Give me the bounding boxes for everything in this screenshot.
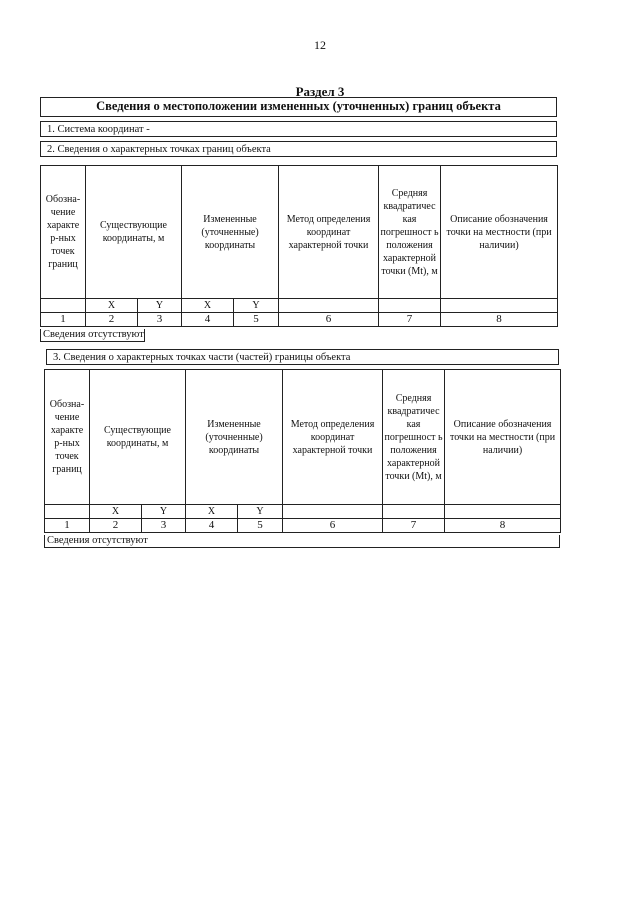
points-table-2 (44, 369, 561, 533)
col-number: 2 (86, 313, 138, 327)
empty-cell (279, 299, 379, 313)
empty-cell (445, 505, 561, 519)
col-number: 8 (441, 313, 558, 327)
y-label: Y (238, 505, 283, 519)
empty-cell (379, 299, 441, 313)
col-number: 8 (445, 519, 561, 533)
col-header-description: Описание обозначения точки на местности (при наличии) (445, 370, 561, 505)
col-number: 3 (138, 313, 182, 327)
col-header-point-designation: Обозна-чение характе р-ных точек границ (41, 166, 86, 299)
col-number: 4 (182, 313, 234, 327)
empty-cell (283, 505, 383, 519)
col-number: 5 (238, 519, 283, 533)
absent-note-2: Сведения отсутствуют (44, 535, 560, 548)
x-label: X (182, 299, 234, 313)
col-header-refined-coords: Измененные (уточненные) координаты (186, 370, 283, 505)
col-header-method: Метод определения координат характерной точки (279, 166, 379, 299)
col-number: 1 (41, 313, 86, 327)
section3-title: 3. Сведения о характерных точках части (частей) границы объекта (46, 349, 559, 365)
col-header-method: Метод определения координат характерной точки (283, 370, 383, 505)
coord-system-row: 1. Система координат - (40, 121, 557, 137)
col-number: 3 (142, 519, 186, 533)
col-header-existing-coords: Существующие координаты, м (86, 166, 182, 299)
empty-cell (45, 505, 90, 519)
main-header: Сведения о местоположении измененных (уточненных) границ объекта (40, 97, 557, 117)
col-number: 2 (90, 519, 142, 533)
empty-cell (441, 299, 558, 313)
col-number: 5 (234, 313, 279, 327)
col-number: 4 (186, 519, 238, 533)
col-number: 6 (279, 313, 379, 327)
section-title: Раздел 3 (295, 84, 345, 99)
col-number: 1 (45, 519, 90, 533)
absent-note-1: Сведения отсутствуют (40, 329, 145, 342)
col-header-description: Описание обозначения точки на местности (при наличии) (441, 166, 558, 299)
y-label: Y (138, 299, 182, 313)
empty-cell (383, 505, 445, 519)
col-header-point-designation: Обозна-чение характе р-ных точек границ (45, 370, 90, 505)
col-number: 7 (383, 519, 445, 533)
x-label: X (186, 505, 238, 519)
empty-cell (41, 299, 86, 313)
x-label: X (86, 299, 138, 313)
col-number: 7 (379, 313, 441, 327)
page-number: 12 (314, 38, 326, 52)
col-header-refined-coords: Измененные (уточненные) координаты (182, 166, 279, 299)
col-number: 6 (283, 519, 383, 533)
x-label: X (90, 505, 142, 519)
col-header-existing-coords: Существующие координаты, м (90, 370, 186, 505)
col-header-error: Средняя квадратичес кая погрешност ь положения характерной точки (Mt), м (379, 166, 441, 299)
section2-title: 2. Сведения о характерных точках границ объекта (40, 141, 557, 157)
points-table-1 (40, 165, 558, 327)
y-label: Y (234, 299, 279, 313)
y-label: Y (142, 505, 186, 519)
col-header-error: Средняя квадратичес кая погрешност ь положения характерной точки (Mt), м (383, 370, 445, 505)
